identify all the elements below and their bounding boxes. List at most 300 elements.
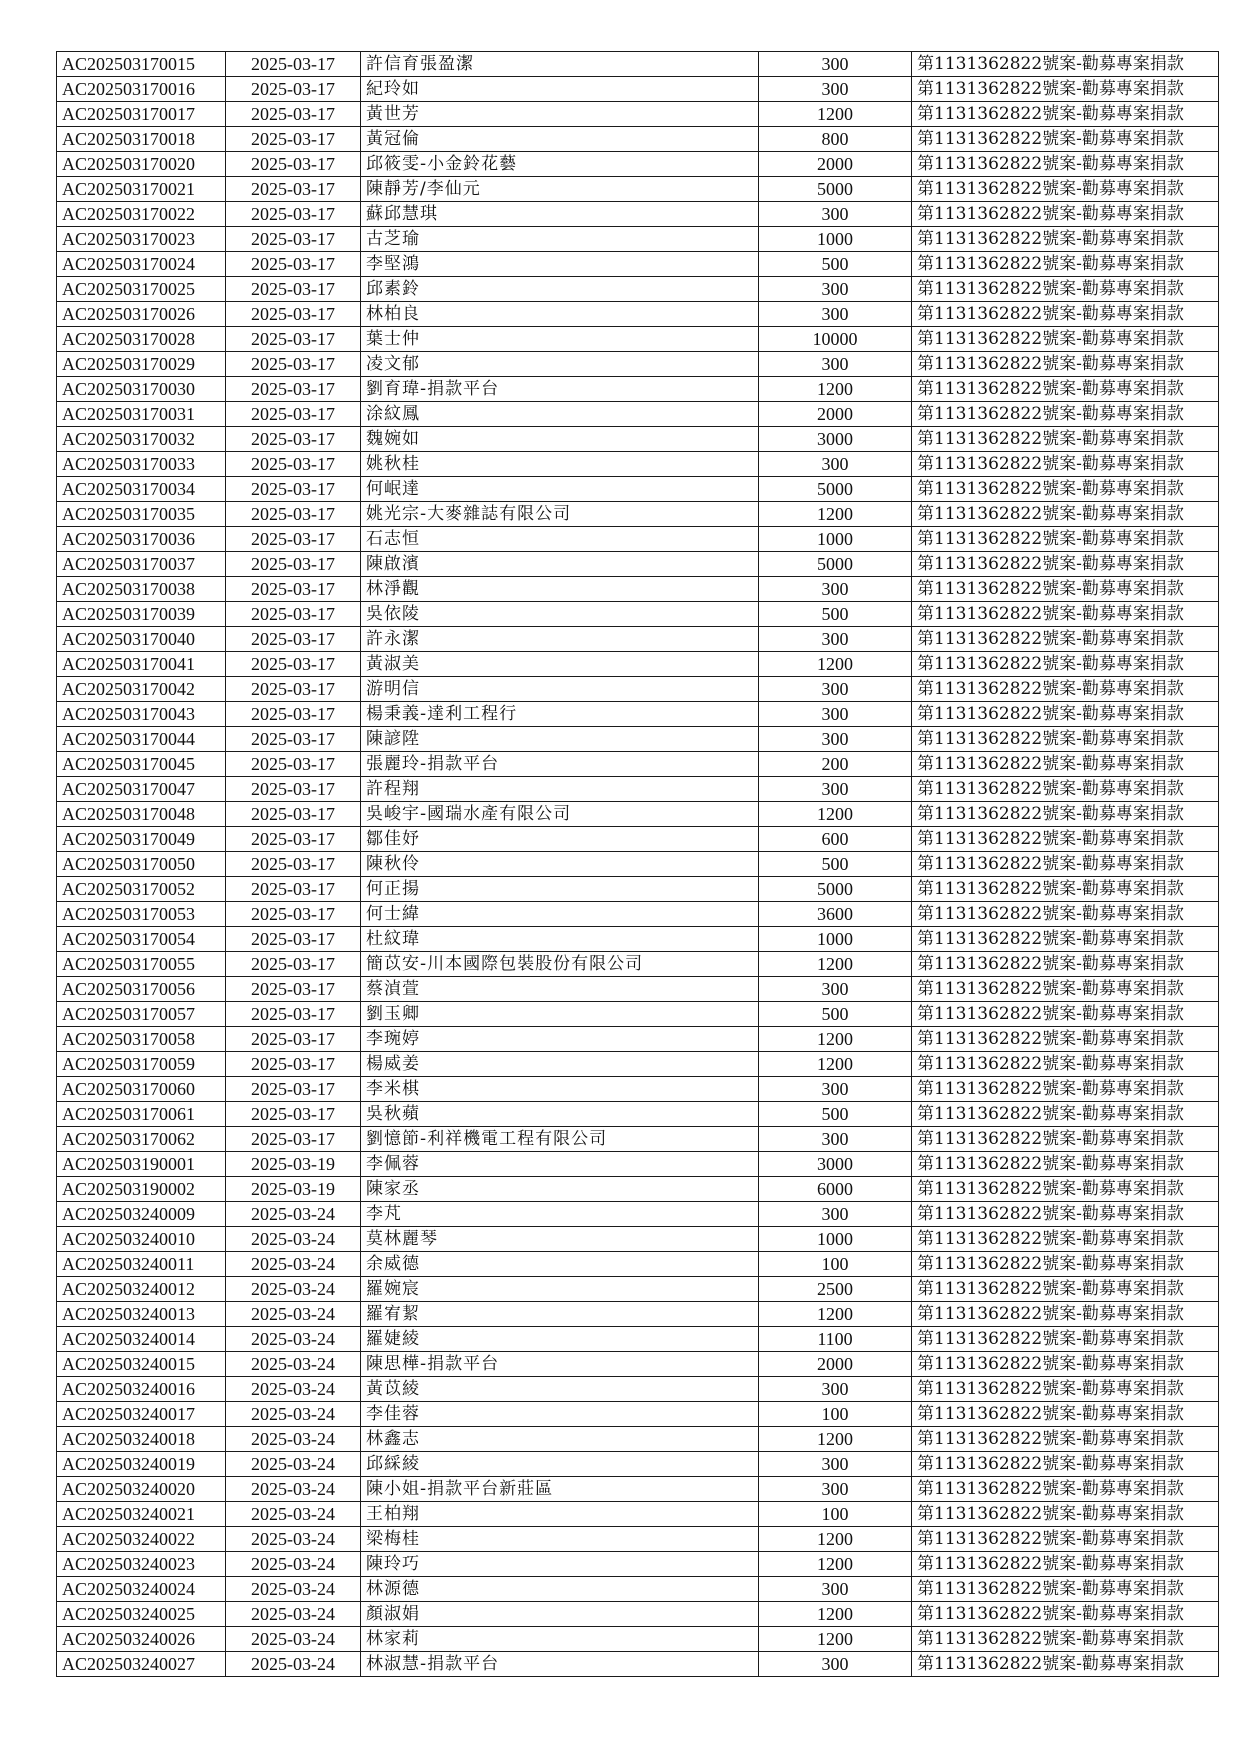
- receipt-id-cell: AC202503240027: [57, 1652, 226, 1677]
- receipt-id-cell: AC202503170026: [57, 302, 226, 327]
- date-cell: 2025-03-17: [226, 502, 361, 527]
- receipt-id-cell: AC202503170023: [57, 227, 226, 252]
- purpose-note-cell: 第1131362822號案-勸募專案捐款: [912, 1627, 1219, 1652]
- purpose-note-cell: 第1131362822號案-勸募專案捐款: [912, 1252, 1219, 1277]
- date-cell: 2025-03-24: [226, 1502, 361, 1527]
- purpose-note-cell: 第1131362822號案-勸募專案捐款: [912, 927, 1219, 952]
- amount-cell: 1200: [759, 1552, 912, 1577]
- table-row: [57, 1302, 1219, 1327]
- amount-cell: 300: [759, 1652, 912, 1677]
- date-cell: 2025-03-17: [226, 1052, 361, 1077]
- amount-cell: 5000: [759, 552, 912, 577]
- amount-cell: 1200: [759, 1627, 912, 1652]
- donor-name-cell: 李米棋: [361, 1077, 759, 1102]
- receipt-id-cell: AC202503170058: [57, 1027, 226, 1052]
- amount-cell: 1200: [759, 502, 912, 527]
- amount-cell: 1000: [759, 1227, 912, 1252]
- receipt-id-cell: AC202503240016: [57, 1377, 226, 1402]
- purpose-note-cell: 第1131362822號案-勸募專案捐款: [912, 252, 1219, 277]
- table-row: [57, 1577, 1219, 1602]
- receipt-id-cell: AC202503170036: [57, 527, 226, 552]
- donor-name-cell: 涂紋鳳: [361, 402, 759, 427]
- date-cell: 2025-03-24: [226, 1627, 361, 1652]
- receipt-id-cell: AC202503240010: [57, 1227, 226, 1252]
- receipt-id-cell: AC202503170057: [57, 1002, 226, 1027]
- receipt-id-cell: AC202503170059: [57, 1052, 226, 1077]
- date-cell: 2025-03-17: [226, 52, 361, 77]
- amount-cell: 500: [759, 1002, 912, 1027]
- purpose-note-cell: 第1131362822號案-勸募專案捐款: [912, 1402, 1219, 1427]
- amount-cell: 1200: [759, 1527, 912, 1552]
- amount-cell: 2000: [759, 152, 912, 177]
- purpose-note-cell: 第1131362822號案-勸募專案捐款: [912, 1477, 1219, 1502]
- amount-cell: 300: [759, 452, 912, 477]
- donor-name-cell: 黃世芳: [361, 102, 759, 127]
- donor-name-cell: 紀玲如: [361, 77, 759, 102]
- receipt-id-cell: AC202503170048: [57, 802, 226, 827]
- purpose-note-cell: 第1131362822號案-勸募專案捐款: [912, 727, 1219, 752]
- date-cell: 2025-03-24: [226, 1602, 361, 1627]
- amount-cell: 1200: [759, 1052, 912, 1077]
- donor-name-cell: 許程翔: [361, 777, 759, 802]
- table-row: [57, 452, 1219, 477]
- receipt-id-cell: AC202503240014: [57, 1327, 226, 1352]
- donor-name-cell: 楊威姜: [361, 1052, 759, 1077]
- amount-cell: 300: [759, 1477, 912, 1502]
- amount-cell: 300: [759, 702, 912, 727]
- amount-cell: 300: [759, 202, 912, 227]
- purpose-note-cell: 第1131362822號案-勸募專案捐款: [912, 52, 1219, 77]
- table-row: [57, 527, 1219, 552]
- amount-cell: 600: [759, 827, 912, 852]
- purpose-note-cell: 第1131362822號案-勸募專案捐款: [912, 477, 1219, 502]
- table-row: [57, 377, 1219, 402]
- receipt-id-cell: AC202503170052: [57, 877, 226, 902]
- donor-name-cell: 邱素鈴: [361, 277, 759, 302]
- amount-cell: 1200: [759, 102, 912, 127]
- purpose-note-cell: 第1131362822號案-勸募專案捐款: [912, 1027, 1219, 1052]
- table-row: [57, 902, 1219, 927]
- donor-name-cell: 梁梅桂: [361, 1527, 759, 1552]
- date-cell: 2025-03-17: [226, 77, 361, 102]
- purpose-note-cell: 第1131362822號案-勸募專案捐款: [912, 1152, 1219, 1177]
- purpose-note-cell: 第1131362822號案-勸募專案捐款: [912, 1077, 1219, 1102]
- table-row: [57, 727, 1219, 752]
- table-row: [57, 1052, 1219, 1077]
- amount-cell: 500: [759, 852, 912, 877]
- date-cell: 2025-03-17: [226, 902, 361, 927]
- table-row: [57, 1602, 1219, 1627]
- receipt-id-cell: AC202503240024: [57, 1577, 226, 1602]
- donor-name-cell: 羅婕綾: [361, 1327, 759, 1352]
- purpose-note-cell: 第1131362822號案-勸募專案捐款: [912, 452, 1219, 477]
- amount-cell: 2000: [759, 1352, 912, 1377]
- donor-name-cell: 蔡湞萱: [361, 977, 759, 1002]
- purpose-note-cell: 第1131362822號案-勸募專案捐款: [912, 877, 1219, 902]
- purpose-note-cell: 第1131362822號案-勸募專案捐款: [912, 1652, 1219, 1677]
- purpose-note-cell: 第1131362822號案-勸募專案捐款: [912, 1202, 1219, 1227]
- purpose-note-cell: 第1131362822號案-勸募專案捐款: [912, 702, 1219, 727]
- table-row: [57, 1477, 1219, 1502]
- purpose-note-cell: 第1131362822號案-勸募專案捐款: [912, 502, 1219, 527]
- amount-cell: 300: [759, 777, 912, 802]
- purpose-note-cell: 第1131362822號案-勸募專案捐款: [912, 177, 1219, 202]
- amount-cell: 1200: [759, 1302, 912, 1327]
- table-row: [57, 1652, 1219, 1677]
- amount-cell: 500: [759, 252, 912, 277]
- table-row: [57, 52, 1219, 77]
- purpose-note-cell: 第1131362822號案-勸募專案捐款: [912, 977, 1219, 1002]
- amount-cell: 300: [759, 1077, 912, 1102]
- table-row: [57, 827, 1219, 852]
- table-row: [57, 877, 1219, 902]
- amount-cell: 1200: [759, 1602, 912, 1627]
- date-cell: 2025-03-24: [226, 1652, 361, 1677]
- purpose-note-cell: 第1131362822號案-勸募專案捐款: [912, 1102, 1219, 1127]
- amount-cell: 300: [759, 977, 912, 1002]
- date-cell: 2025-03-17: [226, 602, 361, 627]
- table-row: [57, 1452, 1219, 1477]
- purpose-note-cell: 第1131362822號案-勸募專案捐款: [912, 127, 1219, 152]
- donor-name-cell: 陳思樺-捐款平台: [361, 1352, 759, 1377]
- date-cell: 2025-03-24: [226, 1552, 361, 1577]
- purpose-note-cell: 第1131362822號案-勸募專案捐款: [912, 527, 1219, 552]
- table-row: [57, 1627, 1219, 1652]
- table-row: [57, 127, 1219, 152]
- date-cell: 2025-03-17: [226, 427, 361, 452]
- donor-name-cell: 石志恒: [361, 527, 759, 552]
- date-cell: 2025-03-24: [226, 1227, 361, 1252]
- receipt-id-cell: AC202503240021: [57, 1502, 226, 1527]
- date-cell: 2025-03-17: [226, 652, 361, 677]
- purpose-note-cell: 第1131362822號案-勸募專案捐款: [912, 852, 1219, 877]
- purpose-note-cell: 第1131362822號案-勸募專案捐款: [912, 602, 1219, 627]
- donor-name-cell: 姚秋桂: [361, 452, 759, 477]
- table-row: [57, 77, 1219, 102]
- receipt-id-cell: AC202503170038: [57, 577, 226, 602]
- date-cell: 2025-03-17: [226, 852, 361, 877]
- donor-name-cell: 許信育張盈潔: [361, 52, 759, 77]
- table-row: [57, 627, 1219, 652]
- date-cell: 2025-03-17: [226, 927, 361, 952]
- amount-cell: 5000: [759, 177, 912, 202]
- date-cell: 2025-03-17: [226, 1102, 361, 1127]
- receipt-id-cell: AC202503190001: [57, 1152, 226, 1177]
- amount-cell: 100: [759, 1252, 912, 1277]
- date-cell: 2025-03-19: [226, 1177, 361, 1202]
- purpose-note-cell: 第1131362822號案-勸募專案捐款: [912, 577, 1219, 602]
- purpose-note-cell: 第1131362822號案-勸募專案捐款: [912, 352, 1219, 377]
- donor-name-cell: 李琬婷: [361, 1027, 759, 1052]
- amount-cell: 5000: [759, 477, 912, 502]
- date-cell: 2025-03-24: [226, 1352, 361, 1377]
- table-row: [57, 852, 1219, 877]
- donor-name-cell: 王柏翔: [361, 1502, 759, 1527]
- date-cell: 2025-03-24: [226, 1377, 361, 1402]
- donor-name-cell: 羅宥絜: [361, 1302, 759, 1327]
- purpose-note-cell: 第1131362822號案-勸募專案捐款: [912, 902, 1219, 927]
- table-row: [57, 677, 1219, 702]
- receipt-id-cell: AC202503170030: [57, 377, 226, 402]
- donor-name-cell: 李佩蓉: [361, 1152, 759, 1177]
- table-row: [57, 227, 1219, 252]
- receipt-id-cell: AC202503170035: [57, 502, 226, 527]
- table-row: [57, 1127, 1219, 1152]
- table-row: [57, 202, 1219, 227]
- receipt-id-cell: AC202503170020: [57, 152, 226, 177]
- date-cell: 2025-03-24: [226, 1327, 361, 1352]
- amount-cell: 300: [759, 52, 912, 77]
- amount-cell: 500: [759, 1102, 912, 1127]
- receipt-id-cell: AC202503170060: [57, 1077, 226, 1102]
- donor-name-cell: 陳諺陞: [361, 727, 759, 752]
- receipt-id-cell: AC202503240018: [57, 1427, 226, 1452]
- receipt-id-cell: AC202503170034: [57, 477, 226, 502]
- purpose-note-cell: 第1131362822號案-勸募專案捐款: [912, 77, 1219, 102]
- donor-name-cell: 林淑慧-捐款平台: [361, 1652, 759, 1677]
- date-cell: 2025-03-17: [226, 152, 361, 177]
- date-cell: 2025-03-17: [226, 702, 361, 727]
- receipt-id-cell: AC202503240020: [57, 1477, 226, 1502]
- donor-name-cell: 顏淑娟: [361, 1602, 759, 1627]
- date-cell: 2025-03-17: [226, 752, 361, 777]
- date-cell: 2025-03-17: [226, 327, 361, 352]
- amount-cell: 2500: [759, 1277, 912, 1302]
- date-cell: 2025-03-24: [226, 1277, 361, 1302]
- donor-name-cell: 蘇邱慧琪: [361, 202, 759, 227]
- amount-cell: 500: [759, 602, 912, 627]
- amount-cell: 3000: [759, 1152, 912, 1177]
- donor-name-cell: 何正揚: [361, 877, 759, 902]
- receipt-id-cell: AC202503240019: [57, 1452, 226, 1477]
- purpose-note-cell: 第1131362822號案-勸募專案捐款: [912, 402, 1219, 427]
- amount-cell: 300: [759, 577, 912, 602]
- receipt-id-cell: AC202503170024: [57, 252, 226, 277]
- table-row: [57, 577, 1219, 602]
- donor-name-cell: 吳秋蘋: [361, 1102, 759, 1127]
- date-cell: 2025-03-17: [226, 452, 361, 477]
- table-row: [57, 177, 1219, 202]
- date-cell: 2025-03-17: [226, 177, 361, 202]
- date-cell: 2025-03-17: [226, 802, 361, 827]
- donor-name-cell: 林源德: [361, 1577, 759, 1602]
- donor-name-cell: 陳靜芳/李仙元: [361, 177, 759, 202]
- receipt-id-cell: AC202503240026: [57, 1627, 226, 1652]
- amount-cell: 200: [759, 752, 912, 777]
- purpose-note-cell: 第1131362822號案-勸募專案捐款: [912, 552, 1219, 577]
- donor-name-cell: 何岷達: [361, 477, 759, 502]
- receipt-id-cell: AC202503240022: [57, 1527, 226, 1552]
- purpose-note-cell: 第1131362822號案-勸募專案捐款: [912, 1602, 1219, 1627]
- table-row: [57, 1352, 1219, 1377]
- date-cell: 2025-03-17: [226, 277, 361, 302]
- receipt-id-cell: AC202503170039: [57, 602, 226, 627]
- purpose-note-cell: 第1131362822號案-勸募專案捐款: [912, 627, 1219, 652]
- purpose-note-cell: 第1131362822號案-勸募專案捐款: [912, 202, 1219, 227]
- donor-name-cell: 吳依陵: [361, 602, 759, 627]
- purpose-note-cell: 第1131362822號案-勸募專案捐款: [912, 277, 1219, 302]
- date-cell: 2025-03-17: [226, 1127, 361, 1152]
- date-cell: 2025-03-17: [226, 227, 361, 252]
- receipt-id-cell: AC202503170045: [57, 752, 226, 777]
- purpose-note-cell: 第1131362822號案-勸募專案捐款: [912, 102, 1219, 127]
- table-row: [57, 552, 1219, 577]
- receipt-id-cell: AC202503170033: [57, 452, 226, 477]
- date-cell: 2025-03-17: [226, 402, 361, 427]
- donor-name-cell: 黃苡綾: [361, 1377, 759, 1402]
- date-cell: 2025-03-17: [226, 777, 361, 802]
- amount-cell: 300: [759, 77, 912, 102]
- amount-cell: 1200: [759, 802, 912, 827]
- donor-name-cell: 葉士仲: [361, 327, 759, 352]
- donation-table-body: [57, 52, 1219, 1677]
- table-row: [57, 1152, 1219, 1177]
- donor-name-cell: 林家莉: [361, 1627, 759, 1652]
- date-cell: 2025-03-17: [226, 127, 361, 152]
- amount-cell: 300: [759, 302, 912, 327]
- amount-cell: 300: [759, 1452, 912, 1477]
- amount-cell: 1200: [759, 1027, 912, 1052]
- amount-cell: 300: [759, 352, 912, 377]
- table-row: [57, 1377, 1219, 1402]
- amount-cell: 1200: [759, 652, 912, 677]
- donor-name-cell: 黃淑美: [361, 652, 759, 677]
- donor-name-cell: 古芝瑜: [361, 227, 759, 252]
- amount-cell: 300: [759, 677, 912, 702]
- purpose-note-cell: 第1131362822號案-勸募專案捐款: [912, 427, 1219, 452]
- table-row: [57, 252, 1219, 277]
- table-row: [57, 477, 1219, 502]
- donor-name-cell: 簡苡安-川本國際包裝股份有限公司: [361, 952, 759, 977]
- receipt-id-cell: AC202503170047: [57, 777, 226, 802]
- amount-cell: 6000: [759, 1177, 912, 1202]
- amount-cell: 3000: [759, 427, 912, 452]
- table-row: [57, 1502, 1219, 1527]
- receipt-id-cell: AC202503240009: [57, 1202, 226, 1227]
- table-row: [57, 1002, 1219, 1027]
- receipt-id-cell: AC202503240017: [57, 1402, 226, 1427]
- table-row: [57, 1427, 1219, 1452]
- donor-name-cell: 凌文郁: [361, 352, 759, 377]
- donor-name-cell: 許永潔: [361, 627, 759, 652]
- purpose-note-cell: 第1131362822號案-勸募專案捐款: [912, 1227, 1219, 1252]
- table-row: [57, 752, 1219, 777]
- table-row: [57, 1402, 1219, 1427]
- donor-name-cell: 鄒佳妤: [361, 827, 759, 852]
- date-cell: 2025-03-17: [226, 252, 361, 277]
- amount-cell: 300: [759, 1577, 912, 1602]
- purpose-note-cell: 第1131362822號案-勸募專案捐款: [912, 227, 1219, 252]
- amount-cell: 1200: [759, 952, 912, 977]
- receipt-id-cell: AC202503190002: [57, 1177, 226, 1202]
- purpose-note-cell: 第1131362822號案-勸募專案捐款: [912, 1552, 1219, 1577]
- date-cell: 2025-03-17: [226, 102, 361, 127]
- date-cell: 2025-03-17: [226, 377, 361, 402]
- receipt-id-cell: AC202503170062: [57, 1127, 226, 1152]
- table-row: [57, 427, 1219, 452]
- purpose-note-cell: 第1131362822號案-勸募專案捐款: [912, 952, 1219, 977]
- date-cell: 2025-03-17: [226, 527, 361, 552]
- receipt-id-cell: AC202503170054: [57, 927, 226, 952]
- table-row: [57, 652, 1219, 677]
- purpose-note-cell: 第1131362822號案-勸募專案捐款: [912, 827, 1219, 852]
- donor-name-cell: 李芃: [361, 1202, 759, 1227]
- date-cell: 2025-03-17: [226, 827, 361, 852]
- purpose-note-cell: 第1131362822號案-勸募專案捐款: [912, 377, 1219, 402]
- date-cell: 2025-03-17: [226, 977, 361, 1002]
- date-cell: 2025-03-17: [226, 1002, 361, 1027]
- table-row: [57, 1227, 1219, 1252]
- purpose-note-cell: 第1131362822號案-勸募專案捐款: [912, 1177, 1219, 1202]
- date-cell: 2025-03-24: [226, 1477, 361, 1502]
- donor-name-cell: 莫林麗琴: [361, 1227, 759, 1252]
- donor-name-cell: 李堅鴻: [361, 252, 759, 277]
- receipt-id-cell: AC202503170049: [57, 827, 226, 852]
- receipt-id-cell: AC202503170025: [57, 277, 226, 302]
- donor-name-cell: 杜紋瑋: [361, 927, 759, 952]
- donor-name-cell: 陳啟濱: [361, 552, 759, 577]
- amount-cell: 1000: [759, 227, 912, 252]
- receipt-id-cell: AC202503170055: [57, 952, 226, 977]
- donor-name-cell: 劉憶節-利祥機電工程有限公司: [361, 1127, 759, 1152]
- donor-name-cell: 羅婉宸: [361, 1277, 759, 1302]
- receipt-id-cell: AC202503170016: [57, 77, 226, 102]
- table-row: [57, 1552, 1219, 1577]
- receipt-id-cell: AC202503170031: [57, 402, 226, 427]
- purpose-note-cell: 第1131362822號案-勸募專案捐款: [912, 1052, 1219, 1077]
- purpose-note-cell: 第1131362822號案-勸募專案捐款: [912, 677, 1219, 702]
- donor-name-cell: 張麗玲-捐款平台: [361, 752, 759, 777]
- table-row: [57, 777, 1219, 802]
- amount-cell: 300: [759, 727, 912, 752]
- amount-cell: 10000: [759, 327, 912, 352]
- receipt-id-cell: AC202503240023: [57, 1552, 226, 1577]
- table-row: [57, 352, 1219, 377]
- table-row: [57, 1277, 1219, 1302]
- donor-name-cell: 陳小姐-捐款平台新莊區: [361, 1477, 759, 1502]
- amount-cell: 300: [759, 277, 912, 302]
- amount-cell: 100: [759, 1402, 912, 1427]
- date-cell: 2025-03-17: [226, 677, 361, 702]
- table-row: [57, 977, 1219, 1002]
- table-row: [57, 502, 1219, 527]
- table-row: [57, 1027, 1219, 1052]
- table-row: [57, 1102, 1219, 1127]
- purpose-note-cell: 第1131362822號案-勸募專案捐款: [912, 1002, 1219, 1027]
- purpose-note-cell: 第1131362822號案-勸募專案捐款: [912, 152, 1219, 177]
- receipt-id-cell: AC202503240025: [57, 1602, 226, 1627]
- receipt-id-cell: AC202503170053: [57, 902, 226, 927]
- purpose-note-cell: 第1131362822號案-勸募專案捐款: [912, 1577, 1219, 1602]
- table-row: [57, 402, 1219, 427]
- table-row: [57, 927, 1219, 952]
- donor-name-cell: 林鑫志: [361, 1427, 759, 1452]
- purpose-note-cell: 第1131362822號案-勸募專案捐款: [912, 1377, 1219, 1402]
- purpose-note-cell: 第1131362822號案-勸募專案捐款: [912, 1527, 1219, 1552]
- date-cell: 2025-03-17: [226, 477, 361, 502]
- date-cell: 2025-03-24: [226, 1252, 361, 1277]
- amount-cell: 300: [759, 1377, 912, 1402]
- donor-name-cell: 何士緯: [361, 902, 759, 927]
- donor-name-cell: 李佳蓉: [361, 1402, 759, 1427]
- receipt-id-cell: AC202503170044: [57, 727, 226, 752]
- purpose-note-cell: 第1131362822號案-勸募專案捐款: [912, 802, 1219, 827]
- date-cell: 2025-03-17: [226, 202, 361, 227]
- amount-cell: 300: [759, 1127, 912, 1152]
- date-cell: 2025-03-24: [226, 1427, 361, 1452]
- purpose-note-cell: 第1131362822號案-勸募專案捐款: [912, 752, 1219, 777]
- date-cell: 2025-03-17: [226, 302, 361, 327]
